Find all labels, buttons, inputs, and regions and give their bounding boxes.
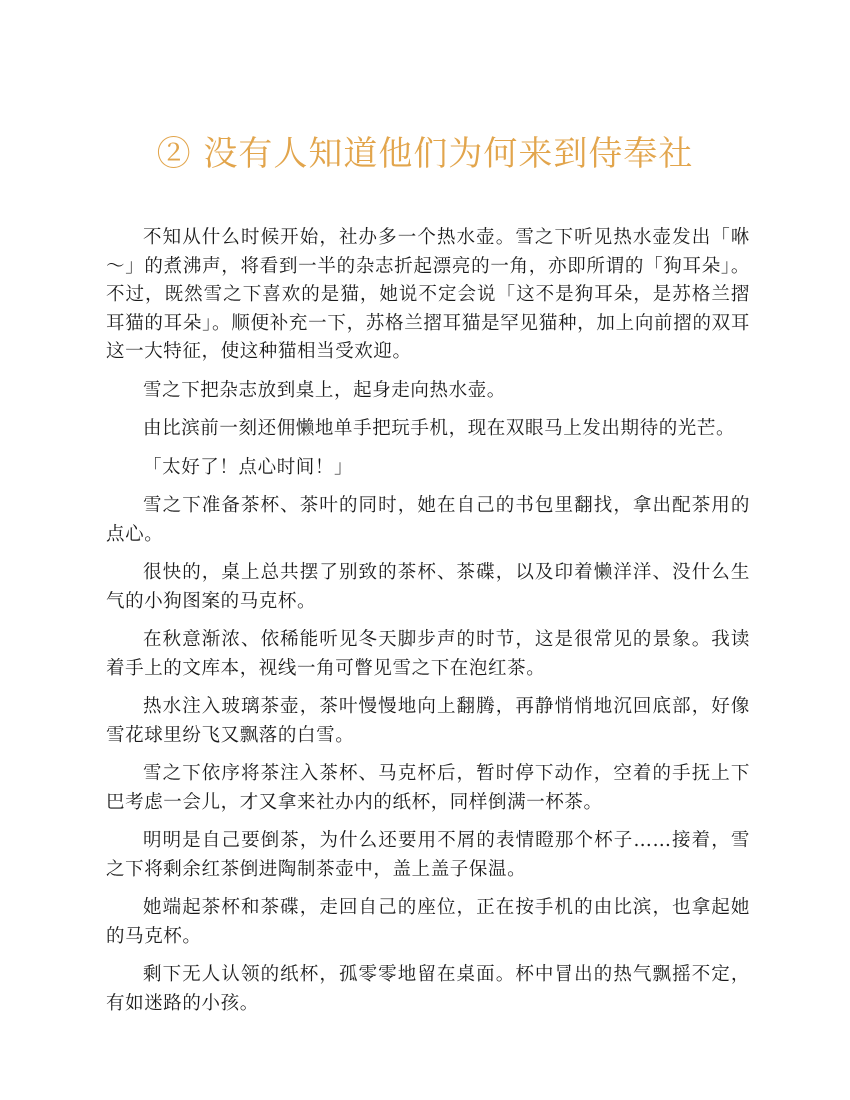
- paragraph: 雪之下把杂志放到桌上，起身走向热水壶。: [143, 379, 506, 401]
- paragraph: 「太好了！点心时间！」: [143, 456, 354, 478]
- paragraph: 由比滨前一刻还佣懒地单手把玩手机，现在双眼马上发出期待的光芒。: [143, 418, 736, 439]
- paragraph: 不知从什么时候开始，社办多一个热水壶。雪之下听见热水壶发出「咻～」的煮沸声，将看到一半的杂志折起漂亮的一角，亦即所谓的「狗耳朵」。不过，既然雪之下喜欢的是猫，她说不定会说「这不是狗耳朵，是苏格兰摺耳猫的耳朵」。顺便补充一下，苏格兰摺耳猫是罕见猫种，加上向前摺的双耳这一大特征，使这种猫相当受欢迎。: [106, 227, 750, 362]
- chapter-body: [106, 224, 750, 1028]
- paragraph: 雪之下准备茶杯、茶叶的同时，她在自己的书包里翻找，拿出配茶用的点心。: [106, 495, 750, 545]
- paragraph: 热水注入玻璃茶壶，茶叶慢慢地向上翻腾，再静悄悄地沉回底部，好像雪花球里纷飞又飘落的白雪。: [106, 696, 750, 746]
- chapter-title: ② 没有人知道他们为何来到侍奉社: [156, 134, 694, 174]
- paragraph: 雪之下依序将茶注入茶杯、马克杯后，暂时停下动作，空着的手抚上下巴考虑一会儿，才又拿来社办内的纸杯，同样倒满一杯茶。: [106, 763, 750, 813]
- paragraph: 剩下无人认领的纸杯，孤零零地留在桌面。杯中冒出的热气飘摇不定，有如迷路的小孩。: [106, 964, 750, 1014]
- paragraph: 她端起茶杯和茶碟，走回自己的座位，正在按手机的由比滨，也拿起她的马克杯。: [106, 897, 750, 947]
- paragraph: 在秋意渐浓、依稀能听见冬天脚步声的时节，这是很常见的景象。我读着手上的文库本，视线一角可瞥见雪之下在泡红茶。: [106, 629, 750, 679]
- paragraph: 很快的，桌上总共摆了别致的茶杯、茶碟，以及印着懒洋洋、没什么生气的小狗图案的马克杯。: [106, 562, 750, 612]
- paragraph: 明明是自己要倒茶，为什么还要用不屑的表情瞪那个杯子……接着，雪之下将剩余红茶倒进陶制茶壶中，盖上盖子保温。: [106, 830, 750, 880]
